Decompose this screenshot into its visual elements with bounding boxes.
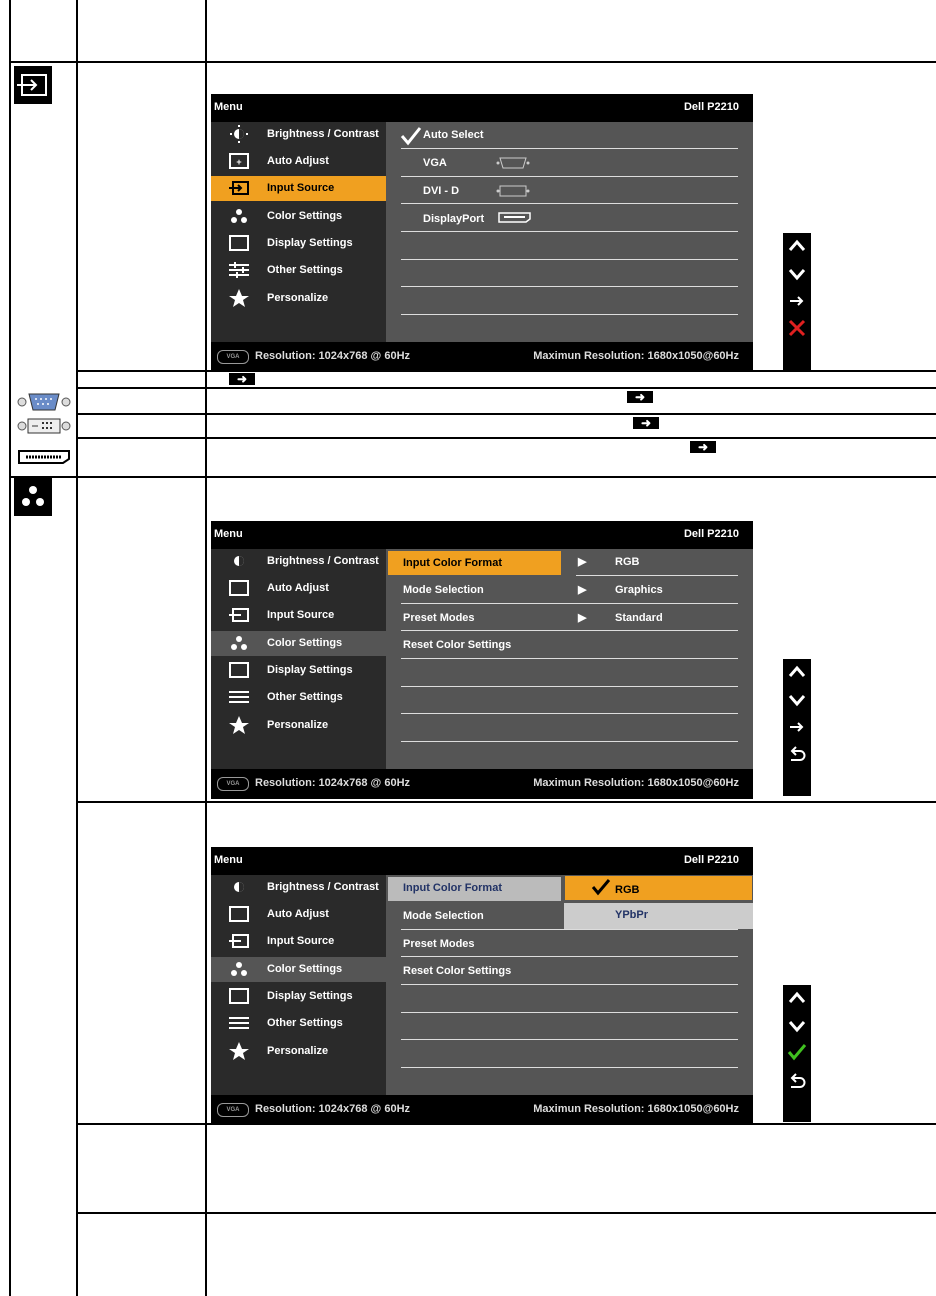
osd-footer [211, 342, 753, 372]
menu-list [211, 875, 386, 1095]
menu-item-brightness[interactable] [211, 122, 386, 147]
item-reset-color-settings[interactable]: Reset Color Settings [403, 639, 512, 651]
menu-item-personalize[interactable] [211, 1039, 386, 1064]
menu-item-color-settings[interactable] [211, 631, 386, 656]
dvi-icon [496, 184, 530, 198]
menu-item-input-source[interactable] [211, 603, 386, 628]
check-icon[interactable] [787, 1043, 807, 1061]
nav-buttons [783, 659, 811, 796]
osd-input-color-format [211, 847, 753, 1125]
display-settings-icon [228, 661, 250, 679]
star-icon [228, 289, 250, 307]
value-graphics: Graphics [615, 584, 663, 596]
osd-color-settings [211, 521, 753, 799]
item-mode-selection[interactable]: Mode Selection [403, 910, 484, 922]
menu-item-label: Input Source [267, 182, 335, 194]
vga-small-icon: VGA [217, 350, 249, 364]
menu-item-auto-adjust[interactable] [211, 902, 386, 927]
menu-item-label: Other Settings [267, 1017, 343, 1029]
color-settings-icon [228, 960, 250, 978]
star-icon [228, 1042, 250, 1060]
submenu-panel [386, 875, 753, 1095]
option-ypbpr-bar[interactable] [564, 903, 753, 929]
check-icon [591, 878, 611, 896]
max-resolution-text: Maximun Resolution: 1680x1050@60Hz [533, 1103, 739, 1115]
up-icon[interactable] [788, 238, 806, 254]
check-icon [400, 126, 422, 146]
menu-item-display-settings[interactable] [211, 658, 386, 683]
menu-item-input-source[interactable] [211, 176, 386, 201]
vga-small-icon: VGA [217, 1103, 249, 1117]
menu-title: Menu [214, 101, 243, 113]
item-mode-selection[interactable]: Mode Selection [403, 584, 484, 596]
menu-title: Menu [214, 854, 243, 866]
menu-item-brightness[interactable] [211, 549, 386, 574]
displayport-icon [498, 212, 532, 224]
display-settings-icon [228, 987, 250, 1005]
menu-item-color-settings[interactable] [211, 204, 386, 229]
other-settings-icon [228, 1014, 250, 1032]
option-dvi-d[interactable]: DVI - D [423, 185, 460, 197]
svg-text:+: + [236, 157, 242, 167]
right-arrow-icon: ➜ [627, 391, 653, 403]
menu-item-label: Personalize [267, 292, 329, 304]
item-input-color-format[interactable]: Input Color Format [403, 557, 502, 569]
max-resolution-text: Maximun Resolution: 1680x1050@60Hz [533, 350, 739, 362]
close-icon[interactable] [788, 319, 806, 337]
triangle-right-icon: ▶ [578, 556, 587, 568]
menu-item-label: Other Settings [267, 264, 343, 276]
back-icon[interactable] [788, 1073, 806, 1091]
value-standard: Standard [615, 612, 663, 624]
menu-item-label: Color Settings [267, 210, 343, 222]
other-settings-icon [228, 261, 250, 279]
menu-item-auto-adjust[interactable] [211, 149, 386, 174]
menu-item-label: Personalize [267, 1045, 329, 1057]
menu-item-display-settings[interactable] [211, 984, 386, 1009]
displayport-connector-icon [17, 449, 71, 470]
other-settings-icon [228, 688, 250, 706]
model-name: Dell P2210 [683, 528, 739, 540]
up-icon[interactable] [788, 664, 806, 680]
down-icon[interactable] [788, 266, 806, 282]
menu-title: Menu [214, 528, 243, 540]
value-rgb: RGB [615, 556, 640, 568]
menu-item-label: Display Settings [267, 237, 353, 249]
dvi-connector-icon [17, 416, 71, 441]
menu-item-label: Color Settings [267, 637, 343, 649]
menu-item-input-source[interactable] [211, 929, 386, 954]
option-auto-select[interactable]: Auto Select [423, 129, 484, 141]
right-arrow-icon: ➜ [229, 373, 255, 385]
osd-footer [211, 769, 753, 799]
triangle-right-icon: ▶ [578, 612, 587, 624]
vga-small-icon: VGA [217, 777, 249, 791]
right-arrow-icon[interactable] [788, 720, 806, 734]
nav-buttons [783, 985, 811, 1122]
right-arrow-icon: ➜ [690, 441, 716, 453]
down-icon[interactable] [788, 692, 806, 708]
item-reset-color-settings[interactable]: Reset Color Settings [403, 965, 512, 977]
menu-item-label: Auto Adjust [267, 582, 329, 594]
menu-item-label: Personalize [267, 719, 329, 731]
triangle-right-icon: ▶ [578, 584, 587, 596]
menu-list [211, 549, 386, 769]
color-settings-icon [14, 478, 52, 516]
star-icon [228, 716, 250, 734]
osd-footer [211, 1095, 753, 1125]
option-vga[interactable]: VGA [423, 157, 447, 169]
menu-item-label: Display Settings [267, 990, 353, 1002]
menu-item-label: Brightness / Contrast [267, 128, 379, 140]
menu-item-label: Brightness / Contrast [267, 555, 379, 567]
option-displayport[interactable]: DisplayPort [423, 213, 485, 225]
menu-item-other-settings[interactable] [211, 258, 386, 283]
color-settings-icon [228, 634, 250, 652]
osd-input-source [211, 94, 753, 372]
menu-item-color-settings[interactable] [211, 957, 386, 982]
resolution-text: Resolution: 1024x768 @ 60Hz [255, 777, 411, 789]
menu-item-other-settings[interactable] [211, 685, 386, 710]
menu-item-display-settings[interactable] [211, 231, 386, 256]
auto-adjust-icon [228, 152, 250, 170]
up-icon[interactable] [788, 990, 806, 1006]
auto-adjust-icon [228, 579, 250, 597]
model-name: Dell P2210 [683, 101, 739, 113]
right-arrow-icon[interactable] [788, 294, 806, 308]
item-input-color-format[interactable]: Input Color Format [403, 882, 502, 894]
submenu-panel [386, 122, 753, 342]
menu-item-label: Auto Adjust [267, 908, 329, 920]
input-source-icon [228, 932, 250, 950]
back-icon[interactable] [788, 746, 806, 764]
menu-item-label: Auto Adjust [267, 155, 329, 167]
menu-item-label: Brightness / Contrast [267, 881, 379, 893]
menu-item-label: Input Source [267, 609, 335, 621]
menu-item-label: Color Settings [267, 963, 343, 975]
option-ypbpr: YPbPr [615, 909, 649, 921]
menu-item-other-settings[interactable] [211, 1011, 386, 1036]
brightness-icon [228, 552, 250, 570]
menu-item-label: Other Settings [267, 691, 343, 703]
max-resolution-text: Maximun Resolution: 1680x1050@60Hz [533, 777, 739, 789]
auto-adjust-icon [228, 905, 250, 923]
menu-item-personalize[interactable] [211, 713, 386, 738]
menu-item-label: Input Source [267, 935, 335, 947]
menu-item-brightness[interactable] [211, 875, 386, 900]
item-preset-modes[interactable]: Preset Modes [403, 612, 475, 624]
display-settings-icon [228, 234, 250, 252]
item-preset-modes[interactable]: Preset Modes [403, 938, 475, 950]
resolution-text: Resolution: 1024x768 @ 60Hz [255, 1103, 411, 1115]
vga-connector-icon [17, 391, 71, 418]
vga-icon [496, 156, 530, 170]
option-rgb: RGB [615, 884, 640, 896]
brightness-icon [228, 878, 250, 896]
brightness-icon [228, 125, 250, 143]
input-source-icon [228, 179, 250, 197]
input-source-icon [14, 66, 52, 104]
nav-buttons [783, 233, 811, 370]
color-settings-icon [228, 207, 250, 225]
menu-item-label: Display Settings [267, 664, 353, 676]
menu-list [211, 122, 386, 342]
down-icon[interactable] [788, 1018, 806, 1034]
model-name: Dell P2210 [683, 854, 739, 866]
submenu-panel [386, 549, 753, 769]
resolution-text: Resolution: 1024x768 @ 60Hz [255, 350, 411, 362]
input-source-icon [228, 606, 250, 624]
menu-item-auto-adjust[interactable] [211, 576, 386, 601]
right-arrow-icon: ➜ [633, 417, 659, 429]
menu-item-personalize[interactable] [211, 286, 386, 311]
